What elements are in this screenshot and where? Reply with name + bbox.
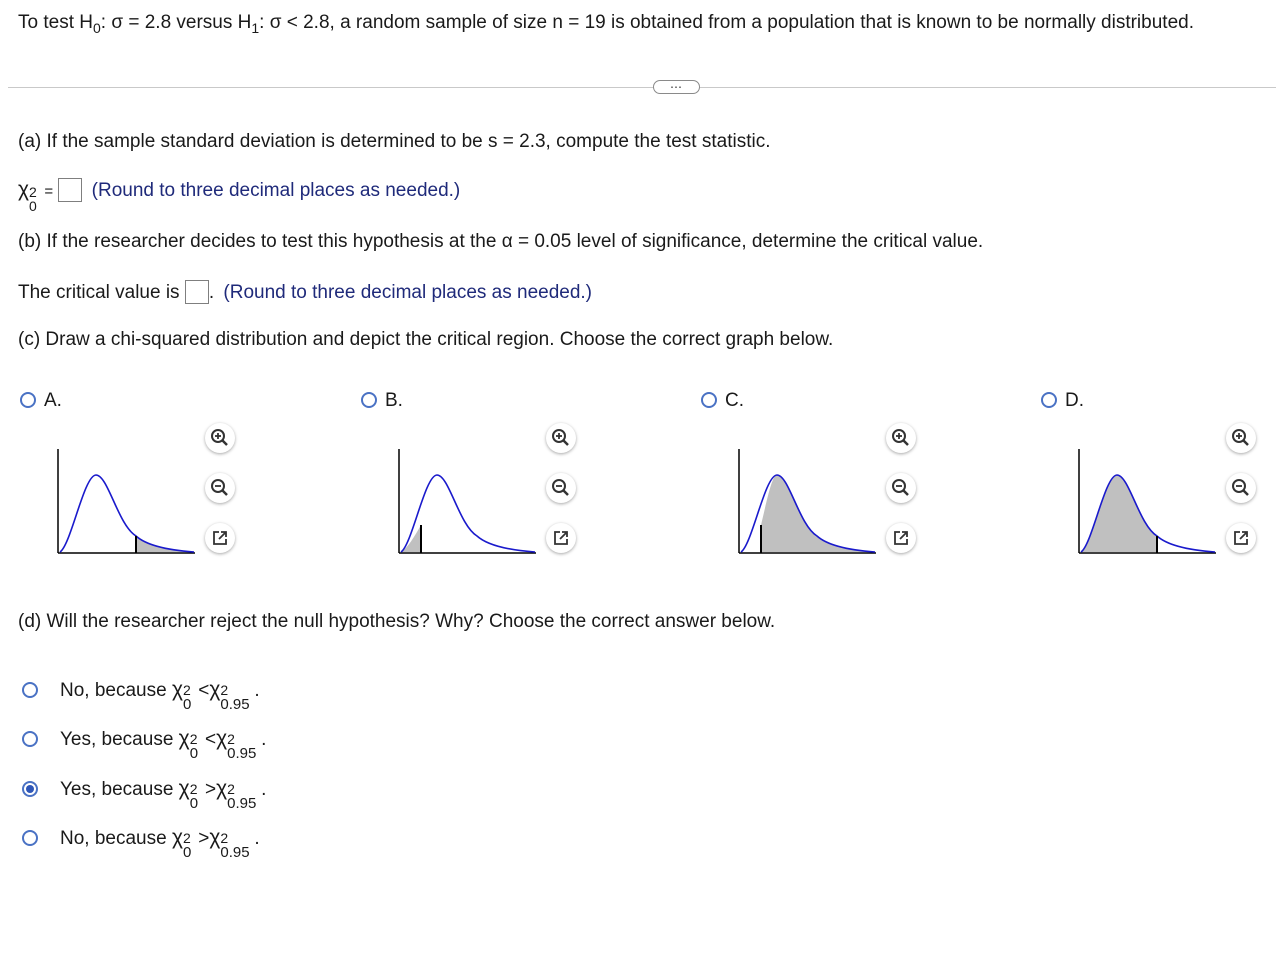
graph-b-zoom-out-icon[interactable] xyxy=(546,473,576,503)
graph-d-zoom-in-icon[interactable] xyxy=(1226,423,1256,453)
graph-d-popout-icon[interactable] xyxy=(1226,523,1256,553)
answer-option-1[interactable]: No, because χ 2 0 <χ 2 0.95 . xyxy=(22,678,260,702)
answer-option-3[interactable]: Yes, because χ 2 0 >χ 2 0.95 . xyxy=(22,777,266,801)
part-b-answer-row: The critical value is . (Round to three decimal places as needed.) xyxy=(18,282,593,303)
radio-answer-3[interactable] xyxy=(22,781,38,797)
answer-option-4[interactable]: No, because χ 2 0 >χ 2 0.95 . xyxy=(22,826,260,850)
graph-b xyxy=(397,445,537,557)
test-statistic-symbol: χ 2 0 xyxy=(18,178,37,214)
graph-b-zoom-in-icon[interactable] xyxy=(546,423,576,453)
part-a-question: (a) If the sample standard deviation is determined to be s = 2.3, compute the test statistic. xyxy=(18,131,771,152)
graph-a-zoom-out-icon[interactable] xyxy=(205,473,235,503)
graph-d xyxy=(1077,445,1217,557)
graph-option-a[interactable]: A. xyxy=(20,390,62,412)
graph-option-b[interactable]: B. xyxy=(361,390,403,412)
radio-answer-4[interactable] xyxy=(22,830,38,846)
part-c-question: (c) Draw a chi-squared distribution and depict the critical region. Choose the correct graph below. xyxy=(18,329,834,350)
divider xyxy=(8,87,1276,88)
graph-d-zoom-out-icon[interactable] xyxy=(1226,473,1256,503)
radio-answer-2[interactable] xyxy=(22,731,38,747)
test-statistic-input[interactable] xyxy=(58,178,82,202)
graph-b-popout-icon[interactable] xyxy=(546,523,576,553)
part-a-answer-row: χ 2 0 = (Round to three decimal places as needed.) xyxy=(18,178,461,214)
graph-c-popout-icon[interactable] xyxy=(886,523,916,553)
radio-option-c[interactable] xyxy=(701,392,717,408)
radio-option-a[interactable] xyxy=(20,392,36,408)
part-a-hint: (Round to three decimal places as needed.) xyxy=(91,180,461,201)
graph-option-d[interactable]: D. xyxy=(1041,390,1084,412)
graph-c-zoom-out-icon[interactable] xyxy=(886,473,916,503)
problem-statement: To test $H_0$: σ = 2.8 versus $H_1$: σ < 2.8, a random sample of size n = 19 is obtained from a population that is known to be normally distributed. xyxy=(18,12,1194,36)
part-b-hint: (Round to three decimal places as needed.) xyxy=(223,282,593,303)
radio-answer-1[interactable] xyxy=(22,682,38,698)
graph-a-zoom-in-icon[interactable] xyxy=(205,423,235,453)
graph-c-zoom-in-icon[interactable] xyxy=(886,423,916,453)
radio-option-d[interactable] xyxy=(1041,392,1057,408)
radio-option-b[interactable] xyxy=(361,392,377,408)
answer-option-2[interactable]: Yes, because χ 2 0 <χ 2 0.95 . xyxy=(22,727,266,751)
part-d-question: (d) Will the researcher reject the null hypothesis? Why? Choose the correct answer below. xyxy=(18,611,776,632)
critical-value-input[interactable] xyxy=(185,280,209,304)
graph-a xyxy=(56,445,196,557)
graph-c xyxy=(737,445,877,557)
graph-a-popout-icon[interactable] xyxy=(205,523,235,553)
part-b-question: (b) If the researcher decides to test this hypothesis at the α = 0.05 level of significance, determine the critical value. xyxy=(18,231,984,252)
graph-option-c[interactable]: C. xyxy=(701,390,744,412)
more-button[interactable]: ⋯ xyxy=(653,80,700,94)
